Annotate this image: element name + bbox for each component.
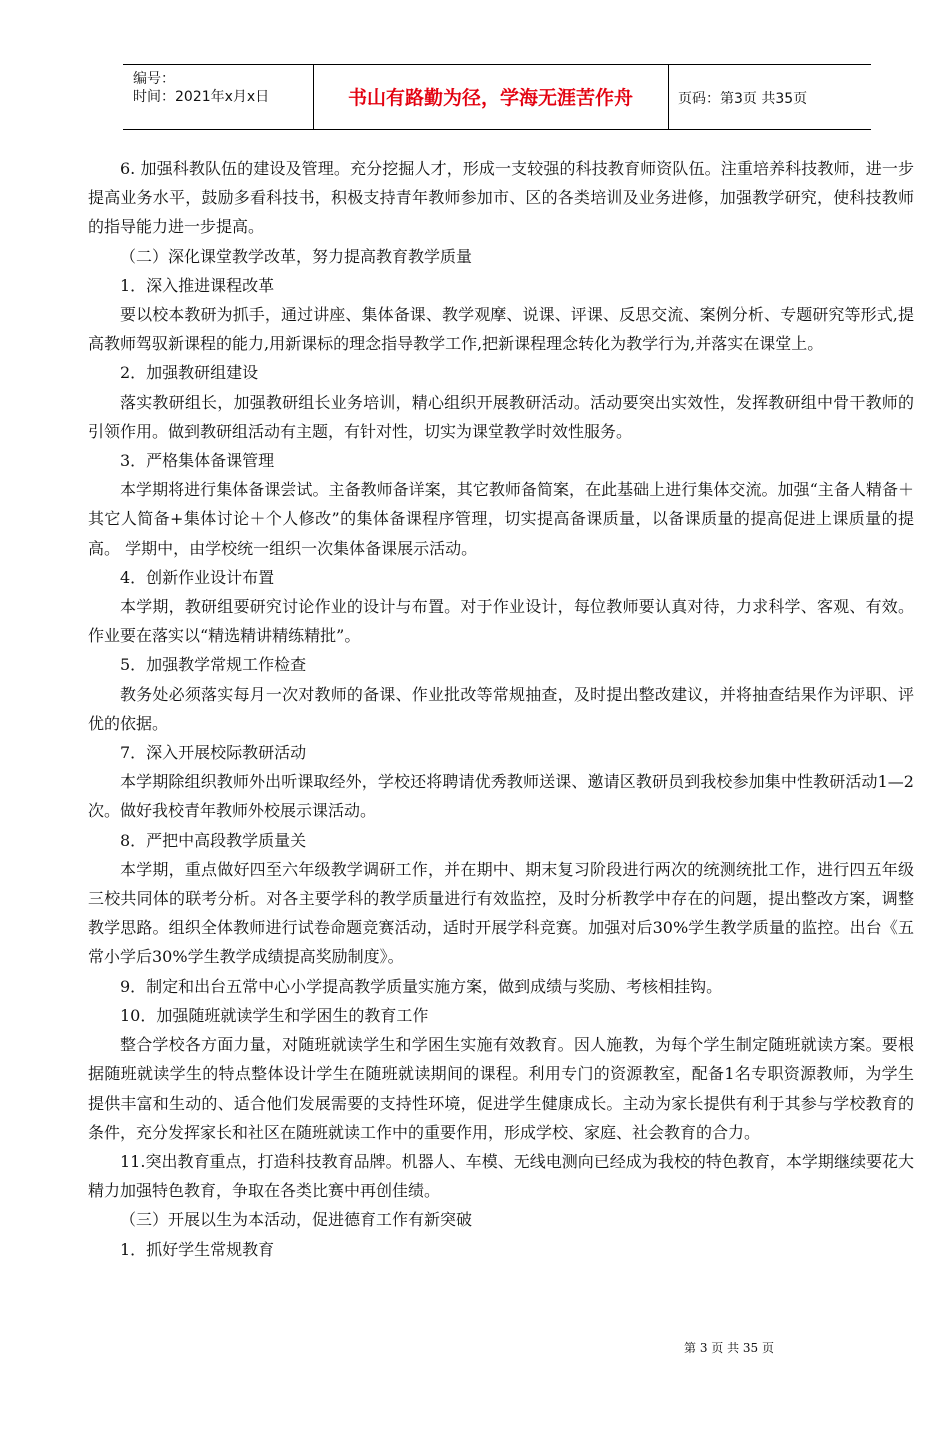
paragraph: 整合学校各方面力量，对随班就读学生和学困生实施有效教育。因人施教，为每个学生制定随班就读方案。要根据随班就读学生的特点整体设计学生在随班就读期间的课程。利用专门的资源教室，配备1名专职资源教师，为学生提供丰富和生动的、适合他们发展需要的支持性环境，促进学生健康成长。主动为家长提供有利于其参与学校教育的条件，充分发挥家长和社区在随班就读工作中的重要作用，形成学校、家庭、社会教育的合力。	[88, 1035, 914, 1142]
header-time-label: 时间：2021年x月x日	[133, 89, 270, 105]
subsection-heading: 10．加强随班就读学生和学困生的教育工作	[120, 1005, 429, 1025]
section-heading: （三）开展以生为本活动，促进德育工作有新突破	[120, 1210, 473, 1230]
paragraph: 本学期将进行集体备课尝试。主备教师备详案，其它教师备简案，在此基础上进行集体交流。加强“主备人精备＋其它人简备+集体讨论＋个人修改”的集体备课程序管理，切实提高备课质量，以备课质量的提高促进上课质量的提高。 学期中，由学校统一组织一次集体备课展示活动。	[88, 480, 914, 558]
header-page-cell	[668, 65, 871, 129]
header-number-label: 编号：	[133, 71, 175, 87]
subsection-heading: 3．严格集体备课管理	[120, 451, 275, 471]
paragraph: 11.突出教育重点，打造科技教育品牌。机器人、车模、无线电测向已经成为我校的特色教育，本学期继续要花大精力加强特色教育，争取在各类比赛中再创佳绩。	[88, 1151, 914, 1201]
subsection-heading: 8．严把中高段教学质量关	[120, 830, 307, 850]
section-heading: （二）深化课堂教学改革，努力提高教育教学质量	[120, 246, 473, 266]
subsection-heading: 1．抓好学生常规教育	[120, 1239, 275, 1259]
paragraph: 本学期，教研组要研究讨论作业的设计与布置。对于作业设计，每位教师要认真对待，力求科学、客观、有效。作业要在落实以“精选精讲精练精批”。	[88, 597, 914, 646]
subsection-heading: 4．创新作业设计布置	[120, 567, 275, 587]
subsection-heading: 5．加强教学常规工作检查	[120, 655, 307, 675]
subsection-heading: 7．深入开展校际教研活动	[120, 743, 307, 763]
header-motto: 书山有路勤为径，学海无涯苦作舟	[347, 87, 633, 109]
header-page-label: 页码：第3页 共35页	[678, 91, 808, 107]
document-header	[123, 64, 871, 130]
subsection-heading: 2．加强教研组建设	[120, 363, 259, 383]
document-body	[88, 154, 914, 1264]
paragraph: 6. 加强科教队伍的建设及管理。充分挖掘人才，形成一支较强的科技教育师资队伍。注重培养科技教师，进一步提高业务水平，鼓励多看科技书，积极支持青年教师参加市、区的各类培训及业务进修，加强教学研究，使科技教师的指导能力进一步提高。	[88, 159, 914, 237]
header-meta-cell	[123, 65, 314, 129]
paragraph: 落实教研组长，加强教研组长业务培训，精心组织开展教研活动。活动要突出实效性，发挥教研组中骨干教师的引领作用。做到教研组活动有主题，有针对性，切实为课堂教学时效性服务。	[88, 392, 914, 441]
paragraph: 9．制定和出台五常中心小学提高教学质量实施方案，做到成绩与奖励、考核相挂钩。	[120, 976, 723, 996]
paragraph: 本学期除组织教师外出听课取经外，学校还将聘请优秀教师送课、邀请区教研员到我校参加集中性教研活动1—2次。做好我校青年教师外校展示课活动。	[88, 772, 914, 821]
page-footer: 第 3 页 共 35 页	[684, 1341, 774, 1355]
paragraph: 本学期，重点做好四至六年级教学调研工作，并在期中、期末复习阶段进行两次的统测统批工作，进行四五年级三校共同体的联考分析。对各主要学科的教学质量进行有效监控，及时分析教学中存在的问题，提出整改方案，调整教学思路。组织全体教师进行试卷命题竞赛活动，适时开展学科竞赛。加强对后30%学生教学质量的监控。出台《五常小学后30%学生教学成绩提高奖励制度》。	[88, 859, 914, 967]
header-motto-cell	[313, 65, 669, 129]
subsection-heading: 1．深入推进课程改革	[120, 275, 275, 295]
paragraph: 教务处必须落实每月一次对教师的备课、作业批改等常规抽查，及时提出整改建议，并将抽查结果作为评职、评优的依据。	[88, 684, 914, 733]
paragraph: 要以校本教研为抓手，通过讲座、集体备课、教学观摩、说课、评课、反思交流、案例分析、专题研究等形式,提高教师驾驭新课程的能力,用新课标的理念指导教学工作,把新课程理念转化为教学行为,并落实在课堂上。	[88, 305, 914, 354]
